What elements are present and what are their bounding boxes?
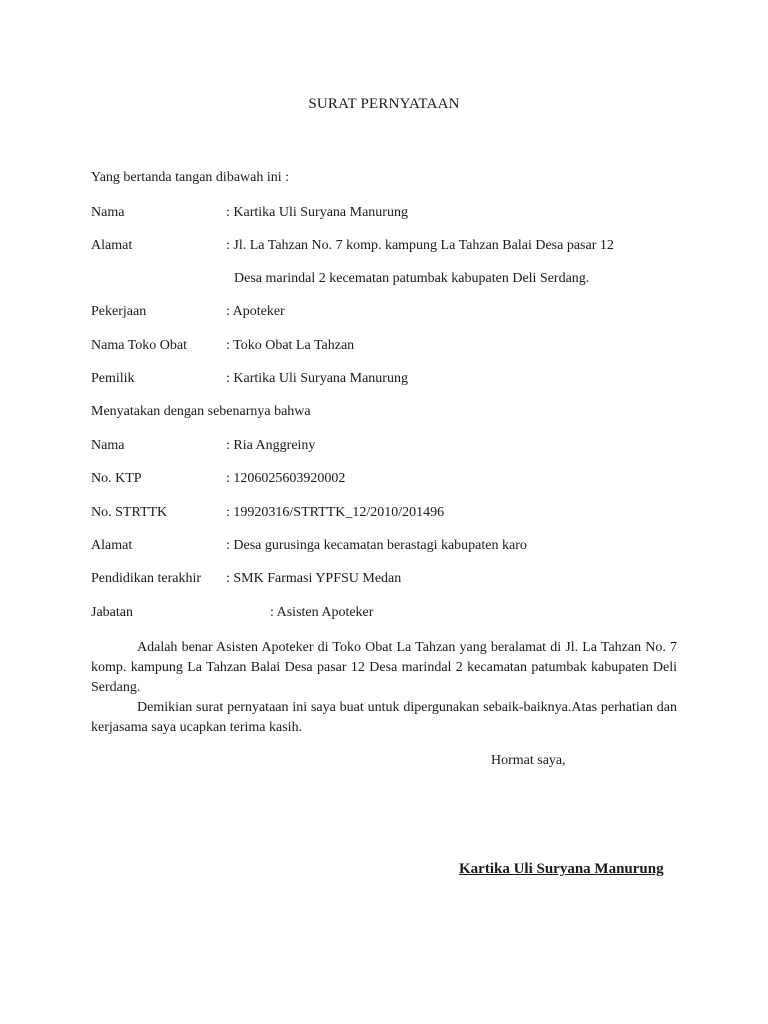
paragraph-1 — [91, 638, 677, 698]
assistant-address-label: Alamat — [91, 538, 133, 553]
owner-address-value-line2: Desa marindal 2 kecematan patumbak kabupaten Deli Serdang. — [234, 271, 590, 286]
owner-address-value-line1: : Jl. La Tahzan No. 7 komp. kampung La Tahzan Balai Desa pasar 12 — [226, 238, 614, 253]
owner-address-label: Alamat — [91, 238, 133, 253]
education-label: Pendidikan terakhir — [91, 571, 202, 586]
strttk-label: No. STRTTK — [91, 505, 168, 520]
strttk-value: : 19920316/STRTTK_12/2010/201496 — [226, 505, 445, 520]
education-value: : SMK Farmasi YPFSU Medan — [226, 571, 402, 586]
ktp-value: : 1206025603920002 — [226, 471, 346, 486]
position-value: : Asisten Apoteker — [270, 605, 374, 620]
owner-job-label: Pekerjaan — [91, 304, 147, 319]
store-name-value: : Toko Obat La Tahzan — [226, 338, 355, 353]
owner-name-value: : Kartika Uli Suryana Manurung — [226, 205, 408, 220]
owner-label: Pemilik — [91, 371, 135, 386]
closing-text: Hormat saya, — [491, 753, 566, 768]
signer-name: Kartika Uli Suryana Manurung — [459, 861, 664, 877]
owner-job-value: : Apoteker — [226, 304, 285, 319]
paragraph-2-text: Demikian surat pernyataan ini saya buat untuk dipergunakan sebaik-baiknya.Atas perhatian dan kerjasama saya ucapkan terima kasih. — [91, 700, 677, 735]
assistant-name-label: Nama — [91, 438, 125, 453]
statement-intro: Menyatakan dengan sebenarnya bahwa — [91, 404, 311, 419]
owner-name-label: Nama — [91, 205, 125, 220]
document-title: SURAT PERNYATAAN — [308, 96, 460, 112]
ktp-label: No. KTP — [91, 471, 142, 486]
assistant-name-value: : Ria Anggreiny — [226, 438, 316, 453]
assistant-address-value: : Desa gurusinga kecamatan berastagi kabupaten karo — [226, 538, 527, 553]
paragraph-1-text: Adalah benar Asisten Apoteker di Toko Obat La Tahzan yang beralamat di Jl. La Tahzan No. 7 komp. kampung La Tahzan Balai Desa pasar 12 Desa marindal 2 kecamatan patumbak kabupaten Deli Serdang. — [91, 640, 677, 695]
intro-text: Yang bertanda tangan dibawah ini : — [91, 170, 290, 185]
owner-value: : Kartika Uli Suryana Manurung — [226, 371, 408, 386]
paragraph-2 — [91, 698, 677, 738]
store-name-label: Nama Toko Obat — [91, 338, 187, 353]
position-label: Jabatan — [91, 605, 133, 620]
